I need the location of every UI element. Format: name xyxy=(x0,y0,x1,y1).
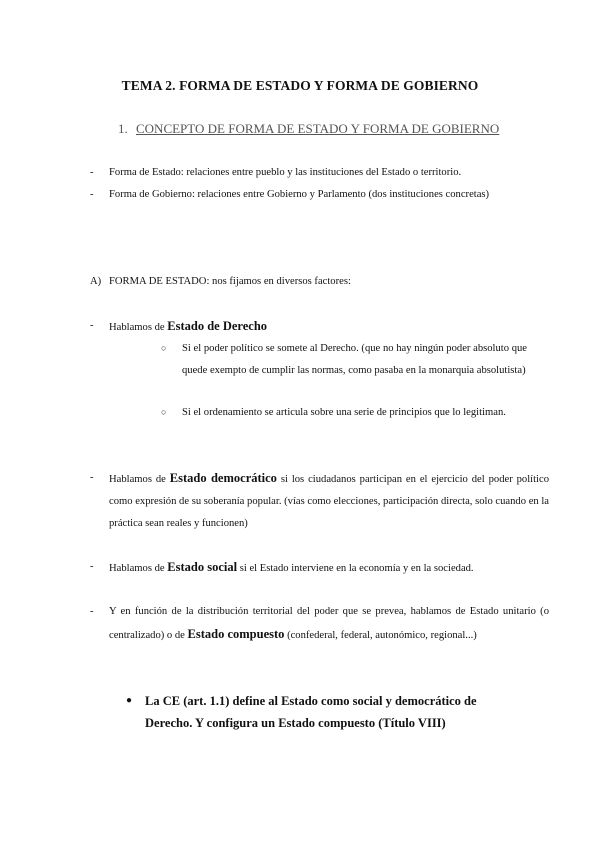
item-prefix: Y en función de la distribución territorial del poder que se prevea, hablamos de Estado unitario (o centralizado) o de xyxy=(109,606,549,641)
dash-marker: - xyxy=(90,320,94,331)
section-heading-text: FORMA DE ESTADO: nos fijamos en diversos factores: xyxy=(109,276,351,287)
item-suffix: si los ciudadanos participan en el ejercicio del poder político como expresión de su soberanía popular. (vías como elecciones, participación directa, solo cuando en la práctica sean reales y funcionen) xyxy=(109,474,549,529)
section-heading-1 xyxy=(118,121,499,137)
term-estado-social: Estado social xyxy=(167,560,238,574)
ce-text: La CE (art. 1.1) define al Estado como social y democrático de Derecho. Y configura un Estado compuesto (Título VIII) xyxy=(145,694,477,730)
item-suffix: (confederal, federal, autonómico, regional...) xyxy=(284,630,477,641)
bullet-icon: ● xyxy=(126,695,133,706)
circle-bullet-icon: ○ xyxy=(161,343,167,353)
term-estado-compuesto: Estado compuesto xyxy=(187,627,285,641)
item-prefix: Hablamos de xyxy=(109,474,170,485)
dash-marker: - xyxy=(90,606,94,617)
page-title: TEMA 2. FORMA DE ESTADO Y FORMA DE GOBIERNO xyxy=(121,78,479,93)
item-prefix: Hablamos de xyxy=(109,322,168,333)
sub-item-text: Si el ordenamiento se articula sobre una serie de principios que lo legitiman. xyxy=(182,407,506,418)
term-estado-derecho: Estado de Derecho xyxy=(167,319,268,333)
circle-bullet-icon: ○ xyxy=(161,407,167,417)
dash-marker: - xyxy=(90,472,94,483)
dash-marker: - xyxy=(90,189,94,200)
section-heading-a xyxy=(90,276,351,287)
item-suffix: si el Estado interviene en la economía y en la sociedad. xyxy=(237,563,474,574)
item-prefix: Hablamos de xyxy=(109,563,168,574)
section-heading-text: CONCEPTO DE FORMA DE ESTADO Y FORMA DE GOBIERNO xyxy=(136,121,500,136)
section-label: A) xyxy=(90,276,102,287)
dash-marker: - xyxy=(90,167,94,178)
section-number: 1. xyxy=(118,121,128,136)
list-item-text: Forma de Gobierno: relaciones entre Gobierno y Parlamento (dos instituciones concretas) xyxy=(109,189,490,200)
list-item-text: Forma de Estado: relaciones entre pueblo y las instituciones del Estado o territorio. xyxy=(109,167,462,178)
sub-item-text: Si el poder político se somete al Derecho. (que no hay ningún poder absoluto que quede exempto de cumplir las normas, como pasaba en la monarquia absolutista) xyxy=(182,343,527,376)
dash-marker: - xyxy=(90,561,94,572)
term-estado-democratico: Estado democrático xyxy=(169,471,277,485)
